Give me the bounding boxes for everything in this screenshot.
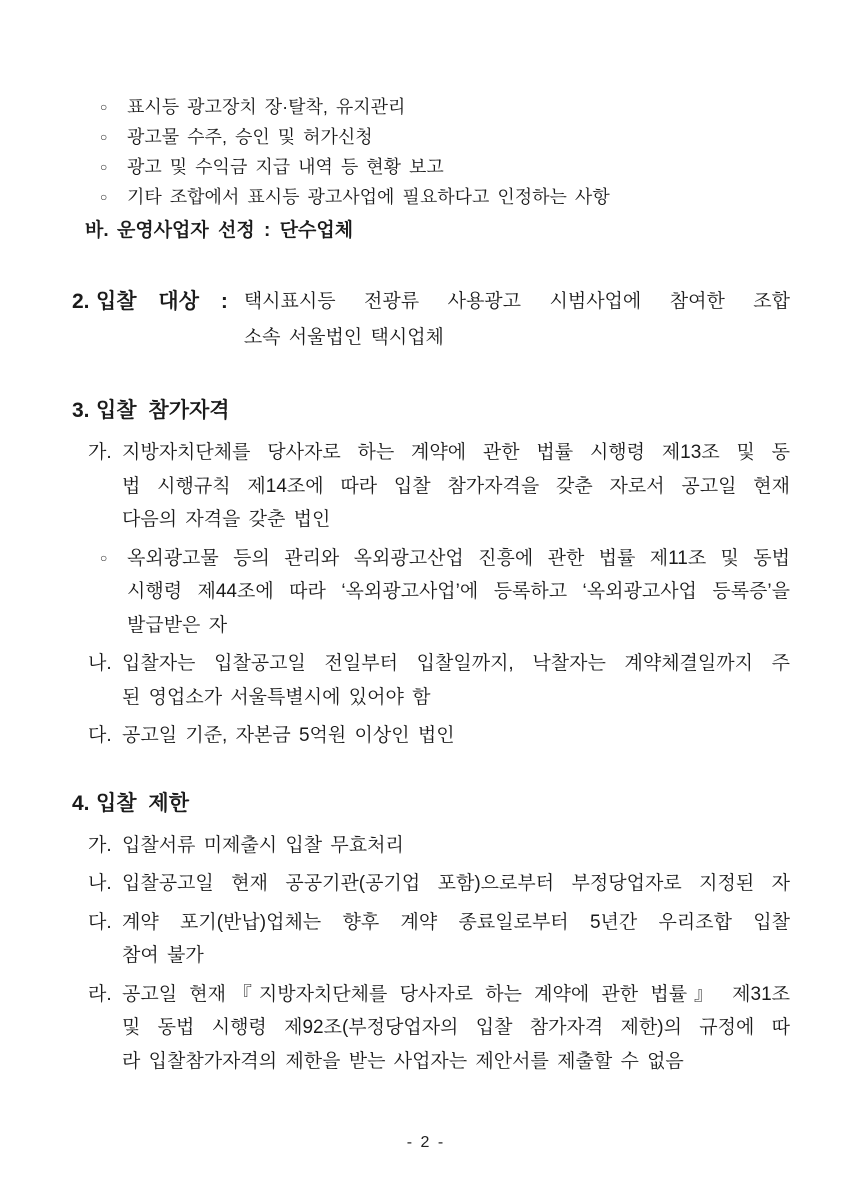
list-item-na bbox=[88, 647, 790, 714]
bullet-text: 표시등 광고장치 장·탈착, 유지관리 bbox=[127, 97, 406, 117]
list-item bbox=[100, 182, 790, 212]
bullet-circle-icon: ○ bbox=[100, 190, 108, 204]
section-number: 2. bbox=[72, 290, 90, 313]
item-body bbox=[122, 867, 790, 901]
item-label: 나. bbox=[88, 873, 112, 894]
section-heading bbox=[72, 789, 790, 819]
text-line: 계약 포기(반납)업체는 향후 계약 종료일로부터 5년간 우리조합 입찰 bbox=[122, 911, 790, 933]
list-item-ra bbox=[88, 978, 790, 1079]
bullet-circle-icon: ○ bbox=[100, 130, 108, 144]
item-label: 다. bbox=[88, 725, 112, 746]
text-line: 옥외광고물 등의 관리와 옥외광고산업 진흥에 관한 법률 제11조 및 동법 bbox=[127, 547, 790, 569]
text-line: 시행령 제44조에 따라 ‘옥외광고사업’에 등록하고 ‘옥외광고사업 등록증’을 bbox=[127, 581, 790, 602]
item-label: 바. bbox=[85, 220, 109, 241]
text-line: 법 시행규칙 제14조에 따라 입찰 참가자격을 갖춘 자로서 공고일 현재 bbox=[122, 475, 790, 497]
section-title: 입찰 제한 bbox=[96, 791, 189, 815]
page-number: - 2 - bbox=[406, 1134, 444, 1151]
section-3-qualification bbox=[72, 396, 790, 753]
list-item-ba bbox=[85, 216, 790, 246]
text-line: 지방자치단체를 당사자로 하는 계약에 관한 법률 시행령 제13조 및 동 bbox=[122, 442, 790, 463]
item-body bbox=[122, 647, 790, 714]
item-label: 나. bbox=[88, 653, 112, 674]
text-line: 입찰자는 입찰공고일 전일부터 입찰일까지, 낙찰자는 계약체결일까지 주 bbox=[122, 653, 790, 674]
item-text: 운영사업자 선정 : 단수업체 bbox=[117, 220, 354, 241]
section-number: 4. bbox=[72, 791, 90, 815]
item-body bbox=[122, 719, 790, 753]
item-label: 가. bbox=[88, 442, 112, 463]
list-item bbox=[100, 92, 790, 122]
item-body bbox=[122, 829, 790, 863]
item-label: 다. bbox=[88, 911, 112, 933]
text-line: 공고일 기준, 자본금 5억원 이상인 법인 bbox=[122, 725, 455, 746]
item-label: 가. bbox=[88, 834, 112, 856]
item-body bbox=[122, 906, 790, 973]
text-line: 된 영업소가 서울특별시에 있어야 함 bbox=[122, 686, 431, 708]
text-line: 참여 불가 bbox=[122, 945, 204, 966]
text-line: 택시표시등 전광류 사용광고 시범사업에 참여한 조합 bbox=[243, 291, 790, 312]
section-2-bid-target bbox=[72, 284, 790, 356]
list-item-da bbox=[88, 906, 790, 973]
section-title: 입찰 참가자격 bbox=[96, 399, 230, 422]
text-line: 입찰공고일 현재 공공기관(공기업 포함)으로부터 부정당업자로 지정된 자 bbox=[122, 873, 790, 894]
bullet-text: 광고물 수주, 승인 및 허가신청 bbox=[127, 127, 373, 147]
text-line: 소속 서울법인 택시업체 bbox=[243, 327, 444, 348]
section-heading bbox=[72, 284, 790, 356]
item-body bbox=[122, 978, 790, 1079]
list-item bbox=[100, 122, 790, 152]
list-item-na bbox=[88, 867, 790, 901]
list-item-circle bbox=[100, 542, 790, 643]
text-line: 라 입찰참가자격의 제한을 받는 사업자는 제안서를 제출할 수 없음 bbox=[122, 1050, 684, 1072]
list-item bbox=[100, 152, 790, 182]
bullet-circle-icon: ○ bbox=[100, 100, 108, 114]
bullet-circle-icon: ○ bbox=[100, 160, 108, 174]
text-line: 입찰서류 미제출시 입찰 무효처리 bbox=[122, 834, 404, 856]
text-line: 다음의 자격을 갖춘 법인 bbox=[122, 509, 331, 530]
item-label: 라. bbox=[88, 983, 112, 1005]
intro-bullet-list bbox=[72, 92, 790, 246]
item-body bbox=[127, 542, 790, 643]
list-item-ga bbox=[88, 436, 790, 537]
bullet-text: 광고 및 수익금 지급 내역 등 현황 보고 bbox=[127, 157, 444, 177]
section-heading bbox=[72, 396, 790, 426]
section-4-bid-restriction bbox=[72, 789, 790, 1079]
section-title: 입찰 대상 : bbox=[96, 290, 228, 313]
text-line: 발급받은 자 bbox=[127, 614, 228, 636]
text-line: 공고일 현재『지방자치단체를 당사자로 하는 계약에 관한 법률』 제31조 bbox=[122, 983, 790, 1005]
section-number: 3. bbox=[72, 399, 90, 422]
text-line: 및 동법 시행령 제92조(부정당업자의 입찰 참가자격 제한)의 규정에 따 bbox=[122, 1017, 790, 1038]
list-item-da bbox=[88, 719, 790, 753]
bullet-circle-icon: ○ bbox=[100, 550, 108, 565]
item-body bbox=[122, 436, 790, 537]
list-item-ga bbox=[88, 829, 790, 863]
bullet-text: 기타 조합에서 표시등 광고사업에 필요하다고 인정하는 사항 bbox=[127, 187, 610, 207]
section-body bbox=[244, 284, 790, 356]
